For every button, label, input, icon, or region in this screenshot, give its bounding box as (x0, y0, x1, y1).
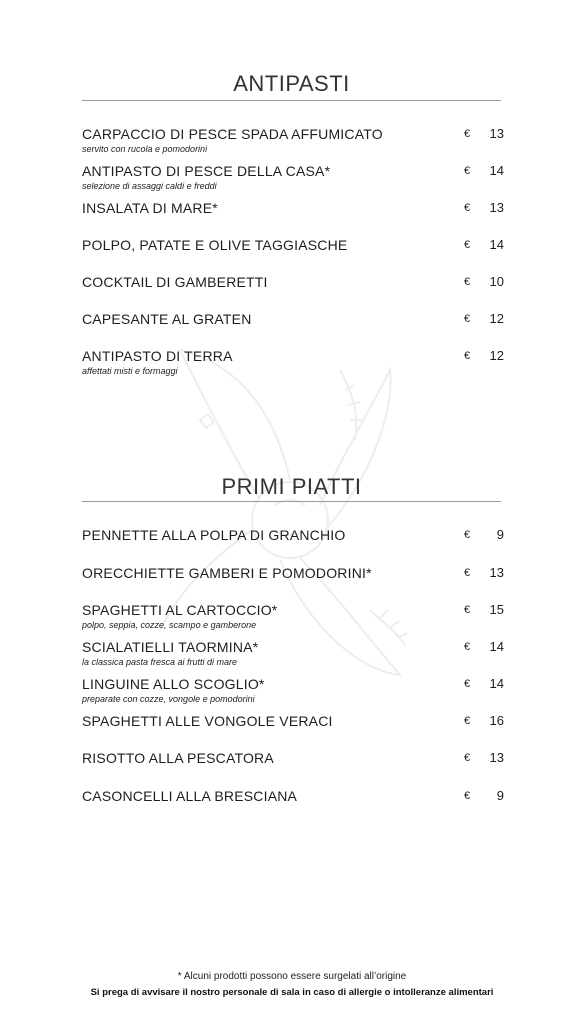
item-price: 16 (489, 713, 504, 728)
item-price: 15 (489, 602, 504, 617)
allergy-notice: Si prega di avvisare il nostro personale di sala in caso di allergie o intolleranze alimentari (90, 987, 494, 998)
currency-symbol: € (464, 313, 471, 325)
menu-item (82, 676, 504, 712)
item-name: SCIALATIELLI TAORMINA* (82, 639, 259, 655)
item-name: COCKTAIL DI GAMBERETTI (82, 274, 268, 290)
currency-symbol: € (464, 202, 471, 214)
frozen-products-footnote: * Alcuni prodotti possono essere surgelati all’origine (177, 971, 407, 982)
menu-item (82, 713, 504, 749)
item-description: affettati misti e formaggi (82, 366, 178, 376)
item-description: preparate con cozze, vongole e pomodorini (82, 694, 255, 704)
item-price: 14 (489, 237, 504, 252)
item-name: INSALATA DI MARE* (82, 200, 218, 216)
menu-item (82, 163, 504, 199)
item-name: SPAGHETTI AL CARTOCCIO* (82, 602, 278, 618)
item-price: 14 (489, 676, 504, 691)
item-description: selezione di assaggi caldi e freddi (82, 181, 217, 191)
currency-symbol: € (464, 715, 471, 727)
currency-symbol: € (464, 128, 471, 140)
item-price: 14 (489, 163, 504, 178)
currency-symbol: € (464, 641, 471, 653)
item-name: ORECCHIETTE GAMBERI E POMODORINI* (82, 565, 372, 581)
item-description: polpo, seppia, cozze, scampo e gamberone (82, 620, 257, 630)
currency-symbol: € (464, 350, 471, 362)
currency-symbol: € (464, 529, 471, 541)
currency-symbol: € (464, 165, 471, 177)
currency-symbol: € (464, 790, 471, 802)
menu-item (82, 565, 504, 601)
item-price: 13 (489, 565, 504, 580)
item-price: 13 (489, 750, 504, 765)
item-name: ANTIPASTO DI PESCE DELLA CASA* (82, 163, 331, 179)
section-title-antipasti: ANTIPASTI (233, 71, 350, 96)
item-price: 9 (496, 788, 504, 803)
section-divider (82, 100, 501, 101)
item-price: 12 (489, 348, 504, 363)
item-price: 14 (489, 639, 504, 654)
currency-symbol: € (464, 276, 471, 288)
menu-item (82, 639, 504, 675)
menu-item (82, 348, 504, 384)
menu-item (82, 274, 504, 310)
item-name: PENNETTE ALLA POLPA DI GRANCHIO (82, 527, 346, 543)
item-description: servito con rucola e pomodorini (82, 144, 208, 154)
menu-item (82, 602, 504, 638)
item-name: LINGUINE ALLO SCOGLIO* (82, 676, 265, 692)
currency-symbol: € (464, 604, 471, 616)
currency-symbol: € (464, 678, 471, 690)
item-price: 12 (489, 311, 504, 326)
item-name: SPAGHETTI ALLE VONGOLE VERACI (82, 713, 333, 729)
menu-item (82, 126, 504, 162)
item-name: RISOTTO ALLA PESCATORA (82, 750, 274, 766)
item-name: ANTIPASTO DI TERRA (82, 348, 233, 364)
currency-symbol: € (464, 567, 471, 579)
menu-item (82, 237, 504, 273)
item-name: CARPACCIO DI PESCE SPADA AFFUMICATO (82, 126, 383, 142)
menu-item (82, 788, 504, 824)
item-description: la classica pasta fresca ai frutti di mare (82, 657, 238, 667)
section-divider (82, 501, 501, 502)
menu-item (82, 750, 504, 786)
item-price: 13 (489, 126, 504, 141)
currency-symbol: € (464, 752, 471, 764)
item-name: CAPESANTE AL GRATEN (82, 311, 252, 327)
section-title-primi: PRIMI PIATTI (221, 474, 362, 499)
item-price: 9 (496, 527, 504, 542)
currency-symbol: € (464, 239, 471, 251)
item-price: 13 (489, 200, 504, 215)
item-price: 10 (489, 274, 504, 289)
menu-item (82, 527, 504, 563)
menu-item (82, 311, 504, 347)
item-name: CASONCELLI ALLA BRESCIANA (82, 788, 298, 804)
menu-item (82, 200, 504, 236)
item-name: POLPO, PATATE E OLIVE TAGGIASCHE (82, 237, 348, 253)
